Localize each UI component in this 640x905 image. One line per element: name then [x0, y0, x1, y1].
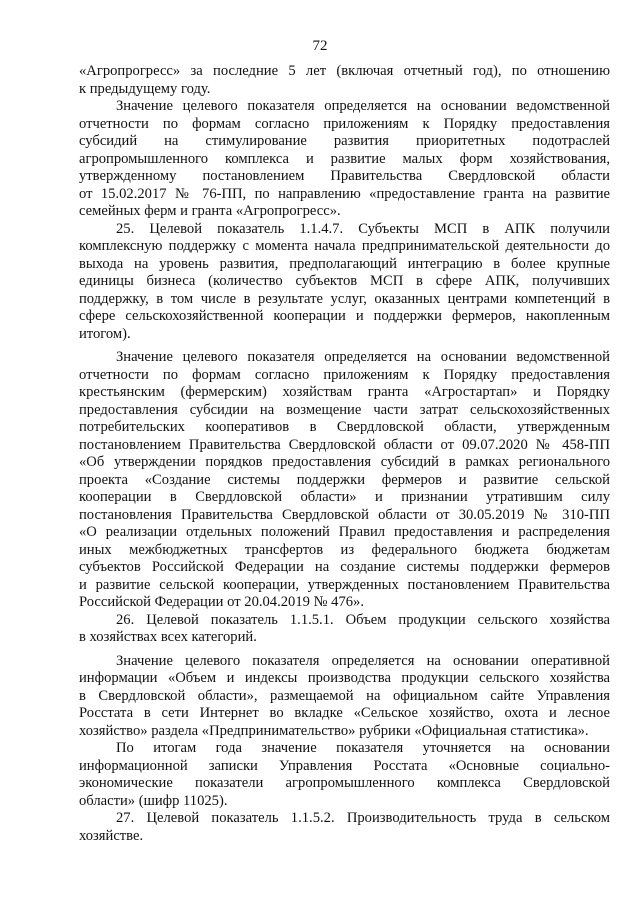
- text-line: Российской Федерации от 20.04.2019 № 476».: [79, 594, 364, 610]
- text-line: кооперации в Свердловской области» и признании утратившим силу: [79, 489, 610, 505]
- text-line: крестьянским (фермерским) хозяйствам гранта «Агростартап» и Порядку: [79, 384, 610, 400]
- paragraph: [79, 98, 610, 221]
- text-line: «Об утверждении порядков предоставления субсидий в рамках регионального: [79, 454, 610, 470]
- text-line: информации «Объем и индексы производства продукции сельского хозяйства: [79, 670, 610, 686]
- text-line: 25. Целевой показатель 1.1.4.7. Субъекты МСП в АПК получили: [116, 220, 610, 237]
- text-line: области» (шифр 11025).: [79, 792, 228, 809]
- text-line: экономические показатели агропромышленного комплекса Свердловской: [79, 775, 610, 791]
- text-line: предоставления субсидии на возмещение части затрат сельскохозяйственных: [79, 401, 610, 418]
- paragraph: [79, 653, 610, 741]
- document-body: [79, 63, 610, 845]
- text-line: Значение целевого показателя определяется на основании ведомственной: [116, 349, 610, 365]
- text-line: 26. Целевой показатель 1.1.5.1. Объем продукции сельского хозяйства: [116, 611, 610, 628]
- text-line: утвержденному постановлением Правительства Свердловской области: [79, 168, 610, 184]
- text-line: к предыдущему году.: [79, 80, 211, 97]
- text-line: Росстата в сети Интернет во вкладке «Сельское хозяйство, охота и лесное: [79, 705, 610, 721]
- text-line: выхода на уровень развития, предполагающий интеграцию в более крупные: [79, 255, 610, 272]
- text-line: информационной записки Управления Росстата «Основные социально-: [79, 757, 610, 774]
- text-line: и развитие сельской кооперации, утвержденных постановлением Правительства: [79, 576, 610, 593]
- text-line: субъектов Российской Федерации на создание системы поддержки фермеров: [79, 559, 610, 575]
- text-line: «Агропрогресс» за последние 5 лет (включая отчетный год), по отношению: [79, 63, 610, 79]
- text-line: отчетности по формам согласно приложениям к Порядку предоставления: [79, 115, 610, 132]
- page-number: 72: [312, 38, 328, 54]
- text-line: потребительских кооперативов в Свердловской области, утвержденным: [79, 419, 610, 435]
- text-line: единицы бизнеса (количество субъектов МСП в сфере АПК, получивших: [79, 273, 610, 289]
- text-line: хозяйстве.: [79, 827, 144, 844]
- text-line: в хозяйствах всех категорий.: [79, 629, 257, 645]
- text-line: 27. Целевой показатель 1.1.5.2. Производительность труда в сельском: [116, 810, 610, 826]
- text-line: хозяйство» раздела «Предпринимательство» рубрики «Официальная статистика».: [79, 722, 589, 739]
- paragraph-item-26: [79, 612, 610, 647]
- text-line: от 15.02.2017 № 76-ПП, по направлению «предоставление гранта на развитие: [79, 185, 610, 202]
- text-line: субсидий на стимулирование развития приоритетных подотраслей: [79, 133, 610, 149]
- paragraph-continuation: [79, 63, 610, 98]
- text-line: постановлением Правительства Свердловской области от 09.07.2020 № 458-ПП: [79, 436, 610, 453]
- text-line: «О реализации отдельных положений Правил предоставления и распределения: [79, 524, 610, 540]
- paragraph-item-25: [79, 221, 610, 344]
- text-line: По итогам года значение показателя уточняется на основании: [116, 740, 610, 756]
- text-line: в Свердловской области», размещаемой на официальном сайте Управления: [79, 687, 610, 704]
- text-line: иных межбюджетных трансфертов из федерального бюджета бюджетам: [79, 541, 610, 558]
- text-line: отчетности по формам согласно приложениям к Порядку предоставления: [79, 366, 610, 383]
- paragraph: [79, 740, 610, 810]
- paragraph-item-27: [79, 810, 610, 845]
- text-line: Значение целевого показателя определяется на основании оперативной: [116, 652, 610, 669]
- text-line: Значение целевого показателя определяется на основании ведомственной: [116, 98, 610, 114]
- text-line: постановления Правительства Свердловской области от 30.05.2019 № 310-ПП: [79, 506, 610, 523]
- paragraph: [79, 349, 610, 612]
- text-line: проекта «Создание системы поддержки фермеров и развитие сельской: [79, 471, 610, 488]
- text-line: итогом).: [79, 325, 131, 342]
- text-line: сфере сельскохозяйственной кооперации и поддержки фермеров, накопленным: [79, 308, 610, 324]
- text-line: агропромышленного комплекса и развитие малых форм хозяйствования,: [79, 150, 610, 167]
- text-line: комплексную поддержку с момента начала предпринимательской деятельности до: [79, 238, 610, 254]
- text-line: семейных ферм и гранта «Агропрогресс».: [79, 203, 341, 219]
- text-line: поддержку, в том числе в результате услуг, оказанных центрами компетенций в: [79, 290, 610, 307]
